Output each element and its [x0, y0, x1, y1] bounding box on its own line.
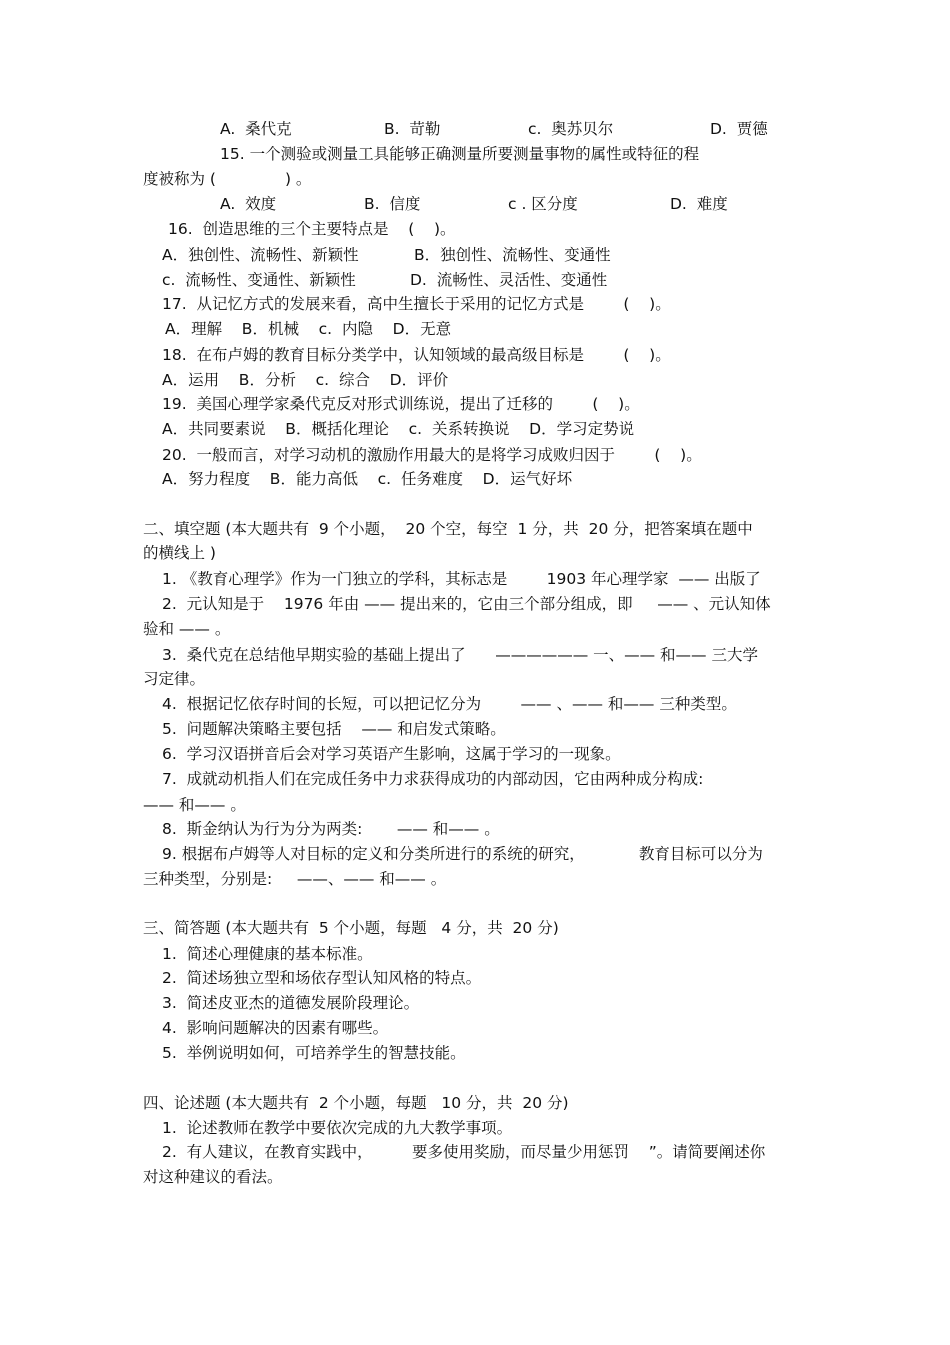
q16-option-a: A．独创性、流畅性、新颖性: [162, 246, 359, 264]
q19-options: A．共同要素说 B．概括化理论 c. 关系转换说 D．学习定势说: [162, 420, 635, 438]
q15-stem-line2: 度被称为 ( ) 。: [143, 170, 312, 188]
q17-options: A．理解 B．机械 c. 内隐 D．无意: [165, 320, 452, 338]
essay-2-cont: 对这种建议的看法。: [143, 1168, 283, 1186]
fill-item-4: 4. 根据记忆依存时间的长短，可以把记忆分为 —— 、—— 和—— 三种类型。: [162, 695, 737, 713]
q19-stem: 19. 美国心理学家桑代克反对形式训练说，提出了迁移的 ( )。: [162, 395, 640, 413]
fill-item-7-cont: —— 和—— 。: [143, 796, 246, 814]
q20-options: A．努力程度 B．能力高低 c. 任务难度 D．运气好坏: [162, 470, 573, 488]
fill-item-2: 2. 元认知是于 1976 年由 —— 提出来的，它由三个部分组成，即 —— 、元认知体: [162, 595, 771, 613]
fill-item-3: 3. 桑代克在总结他早期实验的基础上提出了 —————— 一、—— 和—— 三大学: [162, 646, 758, 664]
short-answer-5: 5. 举例说明如何，可培养学生的智慧技能。: [162, 1044, 466, 1062]
section2-heading: 二、填空题 (本大题共有 9 个小题， 20 个空，每空 1 分，共 20 分，把答案填在题中: [143, 520, 753, 538]
fill-item-2-cont: 验和 —— 。: [143, 620, 231, 638]
essay-2: 2. 有人建议，在教育实践中， 要多使用奖励，而尽量少用惩罚 ”。请简要阐述你: [162, 1143, 766, 1161]
essay-1: 1. 论述教师在教学中要依次完成的九大教学事项。: [162, 1119, 513, 1137]
q15-option-c: c . 区分度: [508, 195, 578, 213]
short-answer-4: 4. 影响问题解决的因素有哪些。: [162, 1019, 389, 1037]
short-answer-3: 3. 简述皮亚杰的道德发展阶段理论。: [162, 994, 420, 1012]
q16-option-d: D. 流畅性、灵活性、变通性: [410, 271, 608, 289]
fill-item-9: 9. 根据布卢姆等人对目标的定义和分类所进行的系统的研究， 教育目标可以分为: [162, 845, 763, 863]
fill-item-6: 6. 学习汉语拼音后会对学习英语产生影响，这属于学习的一现象。: [162, 745, 621, 763]
q16-option-b: B．独创性、流畅性、变通性: [414, 246, 611, 264]
fill-item-8: 8. 斯金纳认为行为分为两类: —— 和—— 。: [162, 820, 500, 838]
q18-stem: 18. 在布卢姆的教育目标分类学中，认知领域的最高级目标是 ( )。: [162, 346, 671, 364]
q15-stem-line1: 15. 一个测验或测量工具能够正确测量所要测量事物的属性或特征的程: [220, 145, 700, 163]
section3-heading: 三、简答题 (本大题共有 5 个小题，每题 4 分，共 20 分): [143, 919, 559, 937]
q14-option-b: B. 苛勒: [384, 120, 441, 138]
q14-option-d: D. 贾德: [710, 120, 768, 138]
fill-item-9-cont: 三种类型，分别是: ——、—— 和—— 。: [143, 870, 447, 888]
q14-option-c: c. 奥苏贝尔: [528, 120, 614, 138]
section4-heading: 四、论述题 (本大题共有 2 个小题，每题 10 分，共 20 分): [143, 1094, 569, 1112]
fill-item-1: 1. 《教育心理学》作为一门独立的学科，其标志是 1903 年心理学家 —— 出版了: [162, 570, 761, 588]
short-answer-2: 2. 简述场独立型和场依存型认知风格的特点。: [162, 969, 482, 987]
q16-option-c: c. 流畅性、变通性、新颖性: [162, 271, 356, 289]
q16-stem: 16. 创造思维的三个主要特点是 ( )。: [168, 220, 456, 238]
q14-option-a: A. 桑代克: [220, 120, 292, 138]
q20-stem: 20. 一般而言，对学习动机的激励作用最大的是将学习成败归因于 ( )。: [162, 446, 702, 464]
q17-stem: 17. 从记忆方式的发展来看，高中生擅长于采用的记忆方式是 ( )。: [162, 295, 671, 313]
section2-heading-cont: 的横线上 ): [143, 544, 216, 562]
q15-option-d: D. 难度: [670, 195, 728, 213]
fill-item-3-cont: 习定律。: [143, 670, 206, 688]
q18-options: A．运用 B．分析 c. 综合 D．评价: [162, 371, 449, 389]
q15-option-b: B. 信度: [364, 195, 421, 213]
q15-option-a: A. 效度: [220, 195, 277, 213]
fill-item-7: 7. 成就动机指人们在完成任务中力求获得成功的内部动因，它由两种成分构成:: [162, 770, 704, 788]
short-answer-1: 1. 简述心理健康的基本标准。: [162, 945, 373, 963]
fill-item-5: 5. 问题解决策略主要包括 —— 和启发式策略。: [162, 720, 506, 738]
